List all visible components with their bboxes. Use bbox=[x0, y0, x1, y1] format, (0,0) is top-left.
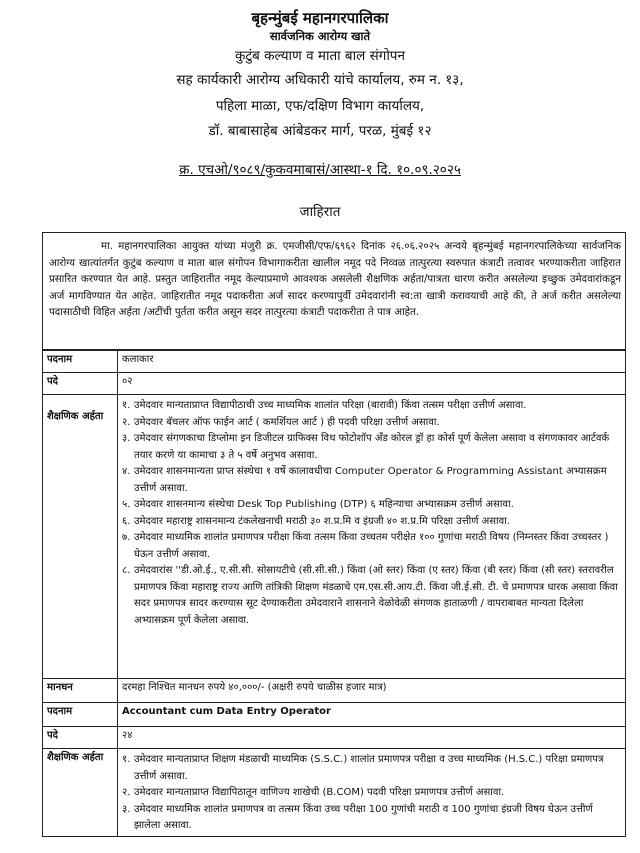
qualification-number: १. bbox=[122, 400, 131, 411]
qualification-text: उमेदवार मान्यताप्राप्त विद्यापीठाची उच्च माध्यमिक शालांत परिक्षा (बारावी) किंवा तत्सम परीक्षा उत्तीर्ण असावा. bbox=[134, 400, 527, 411]
qualification-number: १. bbox=[122, 754, 131, 765]
qualification-text: उमेदवार माध्यमिक शालांत प्रमाणपत्र परीक्षा किंवा तत्सम किंवा उच्चतम परीक्षेत १०० गुणांचा मराठी विषय (निम्नस्तर किंवा उच्चस्तर ) घेऊन उत्तीर्ण असावा. bbox=[134, 532, 609, 560]
post-name-label: पदनाम bbox=[43, 351, 118, 373]
post2-qualification-list bbox=[122, 752, 621, 835]
post1-qualifications bbox=[118, 395, 626, 679]
table-row bbox=[43, 727, 626, 749]
qualification-label: शैक्षणिक अर्हता bbox=[43, 749, 118, 837]
qualification-item bbox=[122, 785, 621, 802]
intro-paragraph: मा. महानगरपालिका आयुक्त यांच्या मंजुरी क्र. एमजीसी/एफ/६९६२ दिनांक २६.०६.२०२५ अन्वये बृहन्मुंबई महानगरपालिकेच्या सार्वजनिक आरोग्य खात्यांतर्गत कुटुंब कल्याण व माता बाल संगोपन विभागाकरीता खालील नमूद पदे निव्वळ तात्पुरत्या स्वरुपात कंत्राटी तत्वावर भरण्याकरीता जाहिरात प्रसारित करण्यात येत आहे. प्रस्तुत जाहिरातीत नमूद केल्याप्रमाणे आवश्यक असलेली शैक्षणिक अर्हता/पात्रता धारण करीत असलेल्या इच्छुक उमेदवारांकडून अर्ज मागविण्यात येत आहेत. जाहिरातीत नमूद पदाकरीता अर्ज सादर करण्यापुर्वी उमेदवारांनी स्व:ता खात्री करावयाची आहे की, ते अर्ज करीत असलेल्या पदासाठीची विहित अर्हता /अटींची पुर्तता करीत असून सदर तात्पुरत्या कंत्राटी पदाकरीता ते पात्र आहेत. bbox=[49, 241, 621, 318]
qualification-text: उमेदवार बॅचलर ऑफ फाईन आर्ट ( कमर्शियल आर्ट ) ही पदवी परिक्षा उत्तीर्ण असावा. bbox=[134, 416, 440, 428]
qualification-text: उमेदवार संगणकाचा डिप्लोमा इन डिजीटल ग्राफिक्स विथ फोटोशॉप अँड कोरल ड्रॉ हा कोर्स पूर्ण केलेला असावा व संगणकावर आर्टवर्क तयार करणे या कामाचा ३ ते ५ वर्षे अनुभव असावा. bbox=[134, 433, 610, 461]
qualification-text: उमेदवार मान्यताप्राप्त विद्यापिठातून वाणिज्य शाखेची (B.COM) पदवी परिक्षा प्रमाणपत्र उत्तीर्ण असावा. bbox=[134, 787, 505, 798]
post2-table bbox=[42, 702, 626, 837]
qualification-item bbox=[122, 752, 621, 785]
qualification-number: ३. bbox=[122, 433, 131, 444]
qualification-number: ७. bbox=[122, 532, 131, 543]
table-row bbox=[43, 395, 626, 679]
qualification-item bbox=[122, 398, 621, 415]
qualification-number: २. bbox=[122, 787, 131, 798]
qualification-number: ६. bbox=[122, 515, 131, 527]
qualification-text: उमेदवार शासनमान्यता प्राप्त संस्थेचा १ वर्षे कालावधीचा Computer Operator & Programming Assistant अभ्यासक्रम उत्तीर्ण असावा. bbox=[134, 466, 607, 494]
post1-qualification-list bbox=[122, 398, 621, 629]
address-line-3: पहिला माळा, एफ/दक्षिण विभाग कार्यालय, bbox=[215, 98, 425, 114]
post1-honorarium: दरमहा निश्चित मानधन रुपये ४०,०००/- (अक्षरी रुपये चाळीस हजार मात्र) bbox=[118, 679, 626, 703]
honorarium-label: मानधन bbox=[43, 679, 118, 703]
post1-count: ०२ bbox=[118, 373, 626, 395]
posts-label: पदे bbox=[43, 727, 118, 749]
reference-text: क्र. एचओ/९०८९/कुकवमाबासं/आस्था-१ दि. १०.०९.२०२५ bbox=[179, 162, 461, 178]
qualification-number: ३. bbox=[122, 803, 131, 815]
address-line-4: डॉ. बाबासाहेब आंबेडकर मार्ग, परळ, मुंबई १२ bbox=[208, 123, 432, 139]
post2-name: Accountant cum Data Entry Operator bbox=[118, 703, 626, 727]
advertisement-title: जाहिरात bbox=[299, 204, 341, 220]
post1-table bbox=[42, 350, 626, 703]
qualification-item bbox=[122, 802, 621, 835]
qualification-text: उमेदवार शासनमान्य संस्थेचा Desk Top Publishing (DTP) ६ महिन्याचा अभ्यासक्रम उत्तीर्ण असावा. bbox=[134, 499, 514, 510]
organization-name: बृहन्मुंबई महानगरपालिका bbox=[251, 9, 389, 27]
table-row bbox=[43, 373, 626, 395]
qualification-item bbox=[122, 415, 621, 432]
qualification-text: उमेदवारांस ''डी.ओ.ई., ए.सी.सी. सोसायटीचे (सी.सी.सी.) किंवा (ओ स्तर) किंवा (ए स्तर) किंवा (बी स्तर) किंवा (सी स्तर) स्तरावरील प्रमाणपत्र किंवा महाराष्ट्र राज्य आणि तांत्रिकी शिक्षण मंडळाचे एम.एस.सी.आय.टी. किंवा जी.ई.सी. टी. चे प्रमाणपत्र धारक असावा किंवा सदर प्रमाणपत्र सादर करण्यास सूट देण्याकरीता उमेदवाराने शासनाने वेळोवेळी संगणक हाताळणी / वापराबाबत मान्यता दिलेला अभ्यासक्रम पूर्ण केलेला असावा. bbox=[134, 565, 618, 626]
qualification-item bbox=[122, 431, 621, 464]
qualification-item bbox=[122, 514, 621, 531]
qualification-item bbox=[122, 497, 621, 514]
table-row bbox=[43, 749, 626, 837]
intro-box bbox=[42, 232, 626, 350]
table-row bbox=[43, 679, 626, 703]
department-name: सार्वजनिक आरोग्य खाते bbox=[269, 29, 371, 43]
qualification-number: ५. bbox=[122, 499, 131, 510]
post2-count: २४ bbox=[118, 727, 626, 749]
post2-qualifications bbox=[118, 749, 626, 837]
posts-label: पदे bbox=[43, 373, 118, 395]
qualification-item bbox=[122, 464, 621, 497]
address-line-2: सह कार्यकारी आरोग्य अधिकारी यांचे कार्यालय, रुम न. १३, bbox=[176, 72, 464, 88]
table-row bbox=[43, 351, 626, 373]
qualification-text: उमेदवार महाराष्ट्र शासनमान्य टंकलेखनाची मराठी ३० श.प्र.मि व इंग्रजी ४० श.प्र.मि परिक्षा उत्तीर्ण असावा. bbox=[134, 515, 510, 527]
post-name-label: पदनाम bbox=[43, 703, 118, 727]
post1-name: कलाकार bbox=[118, 351, 626, 373]
qualification-number: २. bbox=[122, 416, 131, 428]
qualification-item bbox=[122, 530, 621, 563]
reference-number bbox=[0, 160, 640, 178]
address-line-1: कुटुंब कल्याण व माता बाल संगोपन bbox=[235, 48, 405, 64]
qualification-text: उमेदवार माध्यमिक शालांत प्रमाणपत्र वा तत्सम किंवा उच्च परीक्षा 100 गुणांची मराठी व 100 गुणांचा इंग्रजी विषय घेऊन उत्तीर्ण झालेला असावा. bbox=[134, 803, 593, 831]
qualification-item bbox=[122, 563, 621, 629]
qualification-label: शैक्षणिक अर्हता bbox=[43, 395, 118, 679]
qualification-number: ८. bbox=[122, 565, 131, 576]
qualification-text: उमेदवार मान्यताप्राप्त शिक्षण मंडळाची माध्यमिक (S.S.C.) शालांत प्रमाणपत्र परीक्षा व उच्च माध्यमिक (H.S.C.) परिक्षा प्रमाणपत्र उत्तीर्ण असावा. bbox=[134, 754, 604, 782]
table-row bbox=[43, 703, 626, 727]
qualification-number: ४. bbox=[122, 466, 131, 477]
